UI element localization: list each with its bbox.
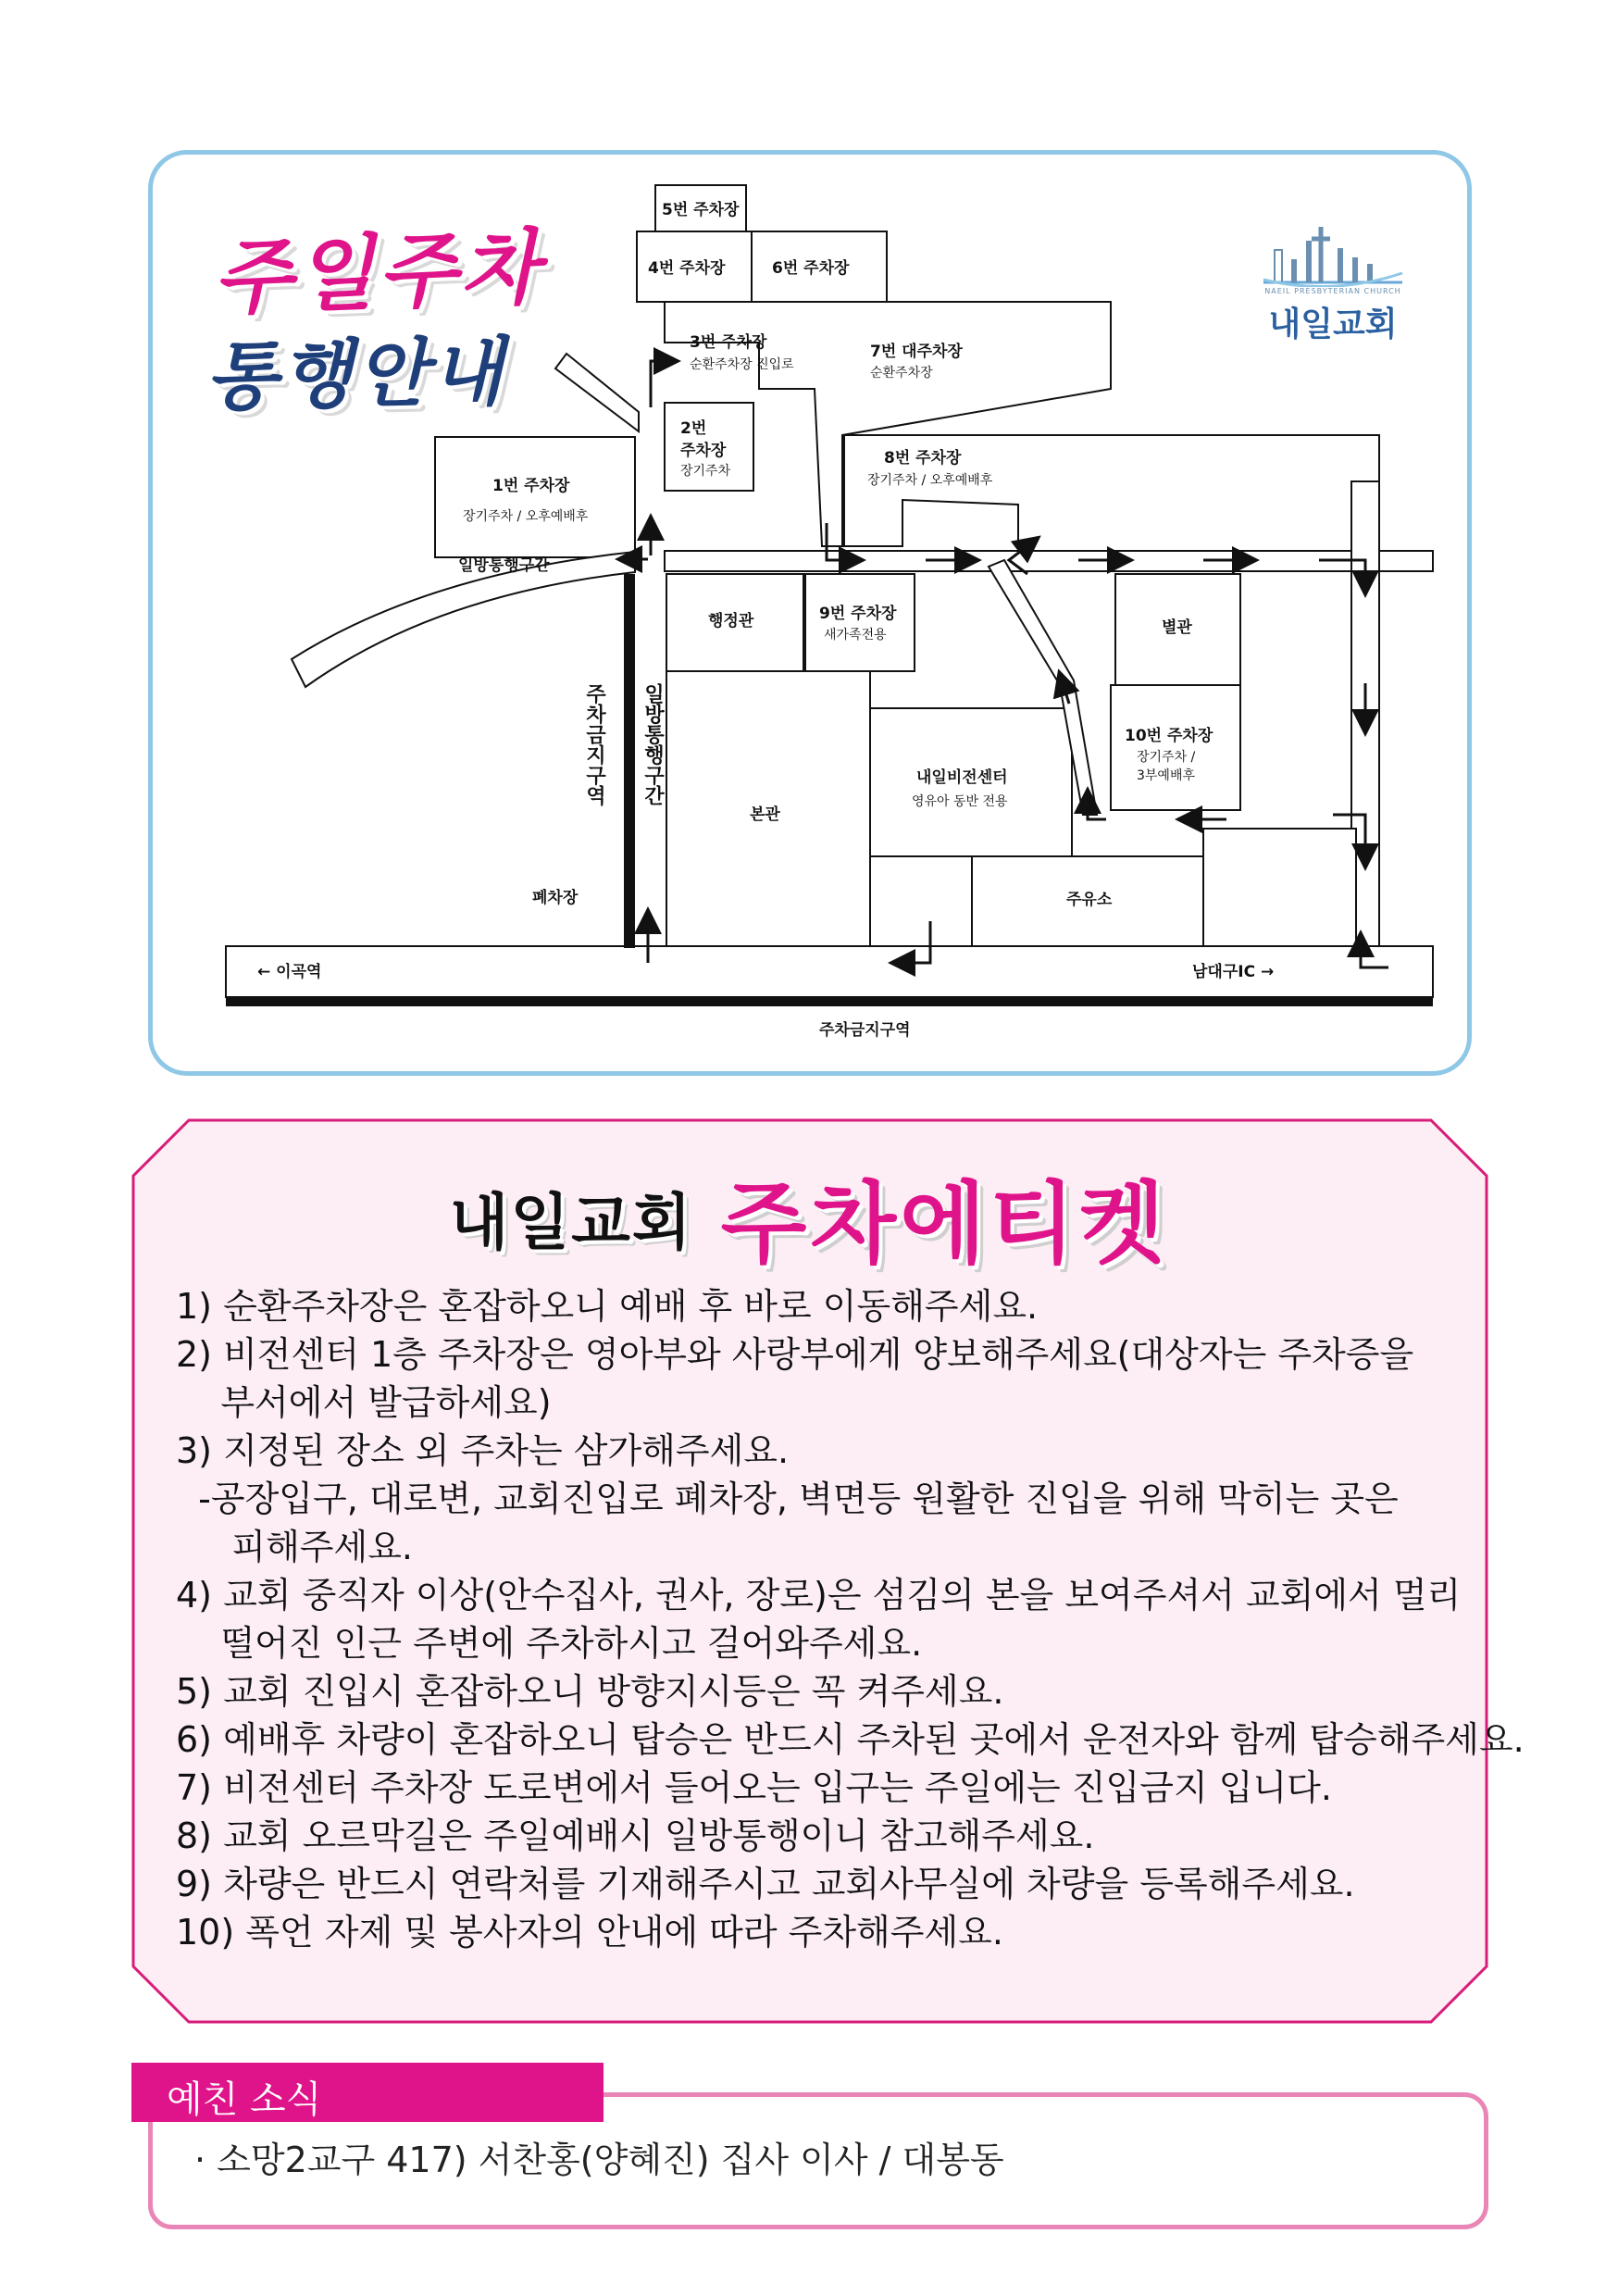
etiquette-main-title: 주차에티켓 — [720, 1172, 1169, 1276]
oneway-vertical-label: 일방통행구간 — [641, 683, 665, 805]
lower-right-box — [1203, 829, 1356, 949]
lot2-label-1: 2번 — [680, 419, 707, 438]
lower-left-box — [870, 856, 972, 949]
etiquette-item: 부서에서 발급하세요) — [176, 1382, 552, 1423]
etiquette-item: 피해주세요. — [176, 1527, 414, 1567]
etiquette-item: 4) 교회 중직자 이상(안수집사, 권사, 장로)은 섬김의 본을 보여주셔서 교회에서 멀리 — [176, 1575, 1462, 1616]
etiquette-item: 1) 순환주차장은 혼잡하오니 예배 후 바로 이동해주세요. — [176, 1286, 1039, 1327]
lot9-sub: 새가족전용 — [824, 628, 887, 643]
news-tab — [131, 2063, 604, 2122]
to-ic-label: 남대구IC → — [1192, 963, 1275, 981]
admin-label: 행정관 — [708, 612, 754, 630]
lot3-sub: 순환주차장 진입로 — [690, 357, 794, 372]
etiquette-item: 5) 교회 진입시 혼잡하오니 방향지시등은 꼭 켜주세요. — [176, 1671, 1004, 1712]
lot10-sub1: 장기주차 / — [1137, 750, 1196, 765]
oneway-section-label: 일방통행구간 — [458, 556, 550, 575]
lot5-label: 5번 주차장 — [662, 201, 740, 219]
etiquette-item: 9) 차량은 반드시 연락처를 기재해주시고 교회사무실에 차량을 등록해주세요. — [176, 1864, 1355, 1904]
etiquette-list — [176, 1282, 1525, 1956]
map-title-line2: 통행안내 — [205, 329, 508, 420]
etiquette-item: 2) 비전센터 1층 주차장은 영아부와 사랑부에게 양보해주세요(대상자는 주차증을 — [176, 1334, 1414, 1375]
lot2-label-2: 주차장 — [680, 442, 727, 460]
no-parking-bottom-label: 주차금지구역 — [819, 1021, 911, 1040]
to-igok-label: ← 이곡역 — [257, 963, 322, 981]
bottom-no-parking-bar — [226, 997, 1433, 1006]
lot4-label: 4번 주차장 — [648, 259, 726, 278]
lot6-label: 6번 주차장 — [772, 259, 850, 278]
gas-label: 주유소 — [1066, 891, 1113, 909]
lot1-sub: 장기주차 / 오후예배후 — [463, 509, 589, 524]
etiquette-item: -공장입구, 대로변, 교회진입로 폐차장, 벽면등 원활한 진입을 위해 막히는 곳은 — [176, 1479, 1399, 1519]
lot1-box — [435, 437, 635, 557]
closed-lot-label: 폐차장 — [532, 889, 579, 907]
logo-korean-name: 내일교회 — [1268, 306, 1398, 343]
no-parking-bar — [624, 574, 635, 948]
etiquette-title — [0, 1154, 1618, 1280]
lot7-sub: 순환주차장 — [870, 366, 933, 381]
lot10-label: 10번 주차장 — [1125, 727, 1214, 745]
etiquette-item: 6) 예배후 차량이 혼잡하오니 탑승은 반드시 주차된 곳에서 운전자와 함께 탑승해주세요. — [176, 1719, 1525, 1760]
news-item: · 소망2교구 417) 서찬홍(양혜진) 집사 이사 / 대봉동 — [194, 2140, 1004, 2180]
lot8-label: 8번 주차장 — [884, 449, 962, 468]
no-parking-vertical-label: 주차금지구역 — [582, 683, 606, 805]
main-hall-label: 본관 — [750, 805, 780, 824]
lot2-sub: 장기주차 — [680, 464, 731, 479]
etiquette-item: 3) 지정된 장소 외 주차는 삼가해주세요. — [176, 1430, 790, 1471]
annex-label: 별관 — [1162, 618, 1192, 637]
lot10-box — [1111, 685, 1240, 810]
lot8-sub: 장기주차 / 오후예배후 — [867, 473, 993, 488]
vision-sub: 영유아 동반 전용 — [912, 794, 1008, 809]
etiquette-church-name: 내일교회 — [449, 1187, 693, 1258]
logo-english-name: NAEIL PRESBYTERIAN CHURCH — [1264, 287, 1401, 295]
map-title-line1: 주일주차 — [211, 218, 544, 327]
news-tab-label: 예친 소식 — [167, 2078, 322, 2121]
main-road — [665, 551, 1433, 571]
lot9-label: 9번 주차장 — [819, 605, 897, 623]
lot7-label: 7번 대주차장 — [870, 343, 963, 361]
etiquette-item: 10) 폭언 자제 및 봉사자의 안내에 따라 주차해주세요. — [176, 1912, 1003, 1953]
lot10-sub2: 3부예배후 — [1137, 768, 1196, 783]
parking-map — [0, 0, 1618, 1111]
vision-label: 내일비전센터 — [916, 768, 1008, 787]
lot3-label: 3번 주차장 — [690, 333, 767, 352]
diagonal-road — [555, 354, 639, 431]
lot1-label: 1번 주차장 — [492, 477, 570, 495]
etiquette-item: 8) 교회 오르막길은 주일예배시 일방통행이니 참고해주세요. — [176, 1816, 1095, 1856]
etiquette-item: 7) 비전센터 주차장 도로변에서 들어오는 입구는 주일에는 진입금지 입니다. — [176, 1767, 1332, 1808]
etiquette-item: 떨어진 인근 주변에 주차하시고 걸어와주세요. — [176, 1623, 923, 1664]
